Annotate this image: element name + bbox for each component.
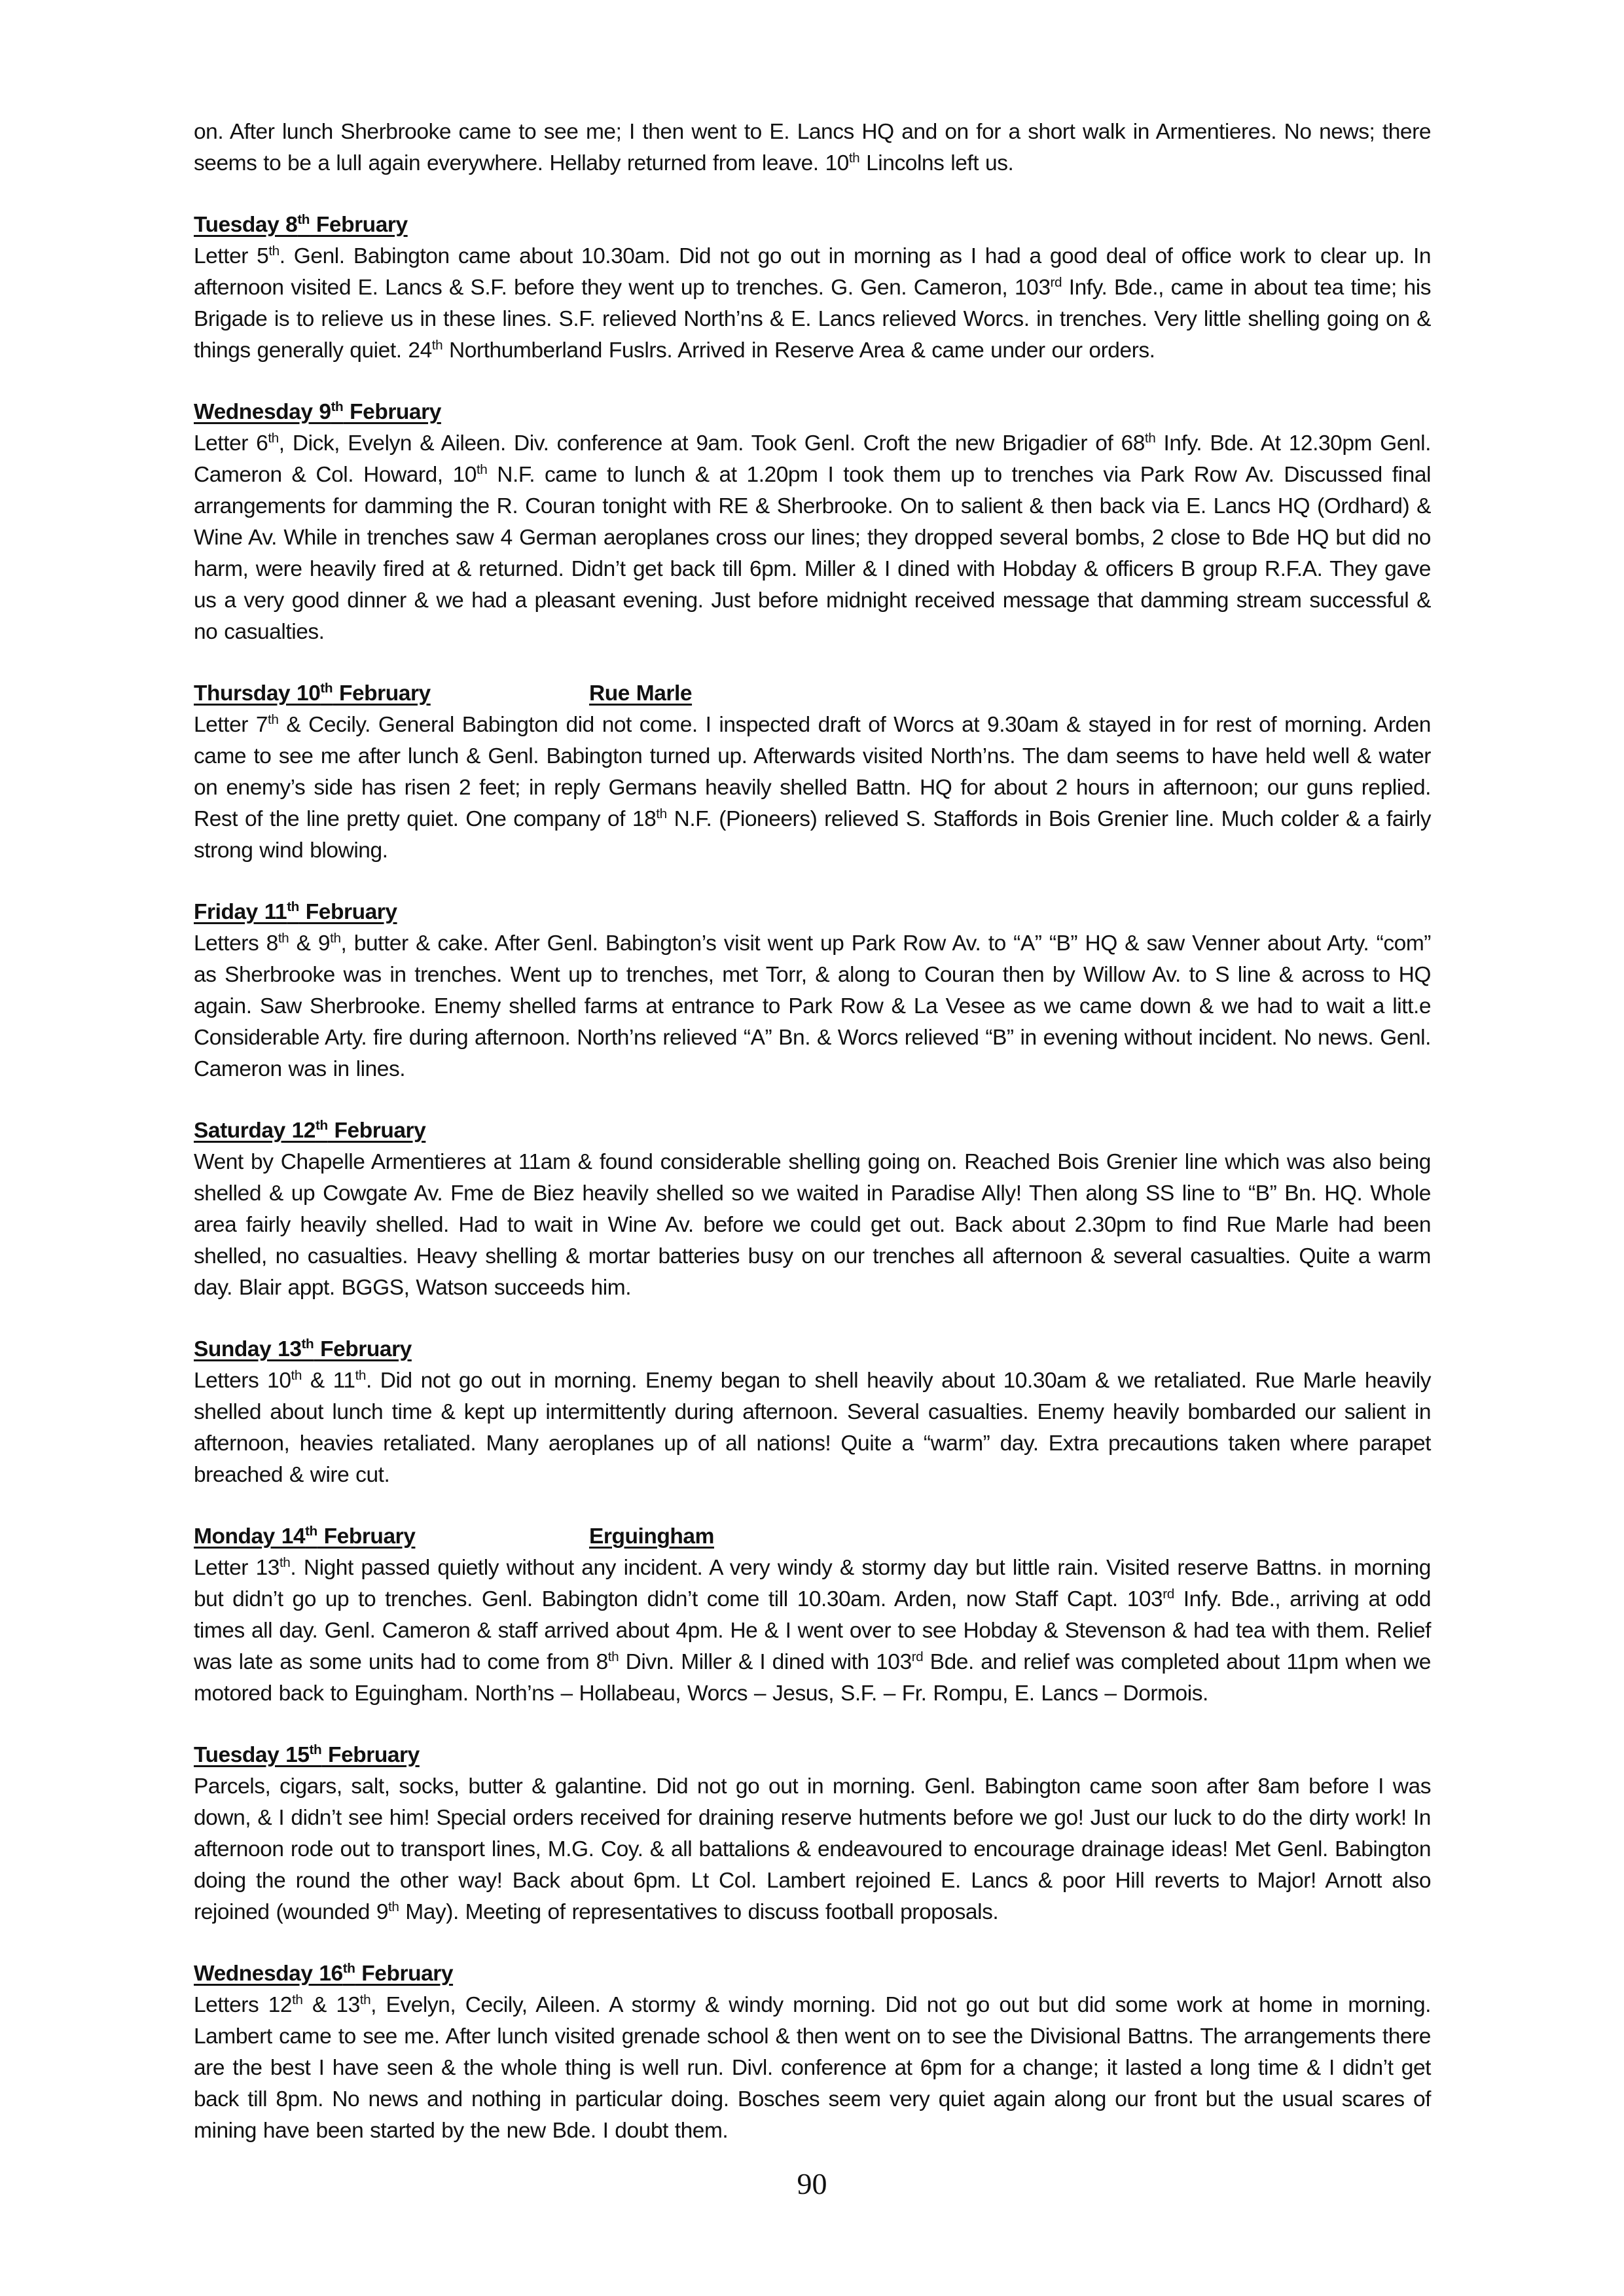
diary-entry: [194, 1521, 1431, 1710]
diary-entry: [194, 209, 1431, 367]
entry-location: Erguingham: [589, 1524, 714, 1549]
entry-location: Rue Marle: [589, 681, 693, 706]
entry-heading: [194, 1958, 1431, 1990]
entry-heading: [194, 1115, 1431, 1147]
diary-entry: [194, 117, 1431, 179]
entry-body: Letters 8th & 9th, butter & cake. After Genl. Babington’s visit went up Park Row Av. to “A” “B” HQ & saw Venner about Arty. “com” as Sherbrooke was in trenches. Went up to trenches, met Torr, & along to Couran then by Willow Av. to S line & across to HQ again. Saw Sherbrooke. Enemy shelled farms at entrance to Park Row & La Vesee as we came down & we had to wait a litt.e Considerable Arty. fire during afternoon. North’ns relieved “A” Bn. & Worcs relieved “B” in evening without incident. No news. Genl. Cameron was in lines.: [194, 930, 1431, 1081]
entry-heading: [194, 1334, 1431, 1365]
entry-date: Tuesday 8th February: [194, 211, 408, 237]
entry-body: Letter 7th & Cecily. General Babington did not come. I inspected draft of Worcs at 9.30am & stayed in for rest of morning. Arden came to see me after lunch & Genl. Babington turned up. Afterwards visited North’ns. The dam seems to have held well & water on enemy’s side has risen 2 feet; in reply Germans heavily shelled Battn. HQ for about 2 hours in afternoon; our guns replied. Rest of the line pretty quiet. One company of 18th N.F. (Pioneers) relieved S. Staffords in Bois Grenier line. Much colder & a fairly strong wind blowing.: [194, 711, 1432, 863]
page-number: 90: [797, 2167, 827, 2200]
diary-entry: [194, 1115, 1431, 1304]
entry-date: Sunday 13th February: [194, 1336, 412, 1361]
entry-body: Letter 6th, Dick, Evelyn & Aileen. Div. conference at 9am. Took Genl. Croft the new Brigadier of 68th Infy. Bde. At 12.30pm Genl. Cameron & Col. Howard, 10th N.F. came to lunch & at 1.20pm I took them up to trenches via Park Row Av. Discussed final arrangements for damming the R. Couran tonight with RE & Sherbrooke. On to salient & then back via E. Lancs HQ (Ordhard) & Wine Av. While in trenches saw 4 German aeroplanes cross our lines; they dropped several bombs, 2 close to Bde HQ but did no harm, were heavily fired at & returned. Didn’t get back till 6pm. Miller & I dined with Hobday & officers B group R.F.A. They gave us a very good dinner & we had a pleasant evening. Just before midnight received message that damming stream successful & no casualties.: [194, 430, 1431, 644]
entry-date: Saturday 12th February: [194, 1117, 426, 1143]
diary-entry: [194, 678, 1431, 867]
entry-date: Monday 14th February: [194, 1523, 416, 1549]
entry-body: Parcels, cigars, salt, socks, butter & galantine. Did not go out in morning. Genl. Babington came soon after 8am before I was down, & I didn’t see him! Special orders received for draining reserve hutments before we go! Just our luck to do the dirty work! In afternoon rode out to transport lines, M.G. Coy. & all battalions & endeavoured to encourage drainage ideas! Met Genl. Babington doing the round the other way! Back about 6pm. Lt Col. Lambert rejoined E. Lancs & poor Hill reverts to Major! Arnott also rejoined (wounded 9th May). Meeting of representatives to discuss football proposals.: [194, 1774, 1431, 1924]
entry-heading: [194, 1521, 1431, 1552]
entry-date: Wednesday 9th February: [194, 399, 441, 424]
diary-entry: [194, 1334, 1431, 1491]
entry-body: Letter 5th. Genl. Babington came about 10.30am. Did not go out in morning as I had a good deal of office work to clear up. In afternoon visited E. Lancs & S.F. before they went up to trenches. G. Gen. Cameron, 103rd Infy. Bde., came in about tea time; his Brigade is to relieve us in these lines. S.F. relieved North’ns & E. Lancs relieved Worcs. in trenches. Very little shelling going on & things generally quiet. 24th Northumberland Fuslrs. Arrived in Reserve Area & came under our orders.: [194, 243, 1431, 363]
entry-body: on. After lunch Sherbrooke came to see me; I then went to E. Lancs HQ and on for a short walk in Armentieres. No news; there seems to be a lull again everywhere. Hellaby returned from leave. 10th Lincolns left us.: [194, 120, 1431, 175]
entry-heading: [194, 678, 1431, 709]
entry-heading: [194, 209, 1431, 241]
diary-entry: [194, 897, 1431, 1085]
entry-body: Letter 13th. Night passed quietly without any incident. A very windy & stormy day but little rain. Visited reserve Battns. in morning but didn’t go up to trenches. Genl. Babington didn’t come till 10.30am. Arden, now Staff Capt. 103rd Infy. Bde., arriving at odd times all day. Genl. Cameron & staff arrived about 4pm. He & I went over to see Hobday & Stevenson & had tea with them. Relief was late as some units had to come from 8th Divn. Miller & I dined with 103rd Bde. and relief was completed about 11pm when we motored back to Eguingham. North’ns – Hollabeau, Worcs – Jesus, S.F. – Fr. Rompu, E. Lancs – Dormois.: [194, 1554, 1431, 1706]
entry-body: Letters 10th & 11th. Did not go out in morning. Enemy began to shell heavily about 10.30am & we retaliated. Rue Marle heavily shelled about lunch time & kept up intermittently during afternoon. Several casualties. Enemy heavily bombarded our salient in afternoon, heavies retaliated. Many aeroplanes up of all nations! Quite a “warm” day. Extra precautions taken where parapet breached & wire cut.: [194, 1367, 1432, 1487]
diary-entry: [194, 1740, 1431, 1928]
diary-page: [194, 117, 1431, 2177]
entry-heading: [194, 897, 1431, 928]
entry-body: Letters 12th & 13th, Evelyn, Cecily, Aileen. A stormy & windy morning. Did not go out but did some work at home in morning. Lambert came to see me. After lunch visited grenade school & then went on to see the Divisional Battns. The arrangements there are the best I have seen & the whole thing is well run. Divl. conference at 6pm for a change; it lasted a long time & I didn’t get back till 8pm. No news and nothing in particular doing. Bosches seem very quiet again along our front but the usual scares of mining have been started by the new Bde. I doubt them.: [194, 1992, 1431, 2143]
diary-entry: [194, 397, 1431, 648]
entry-heading: [194, 397, 1431, 428]
entry-body: Went by Chapelle Armentieres at 11am & found considerable shelling going on. Reached Bois Grenier line which was also being shelled & up Cowgate Av. Fme de Biez heavily shelled so we waited in Paradise Ally! Then along SS line to “B” Bn. HQ. Whole area fairly heavily shelled. Had to wait in Wine Av. before we could get out. Back about 2.30pm to find Rue Marle had been shelled, no casualties. Heavy shelling & mortar batteries busy on our trenches all afternoon & several casualties. Quite a warm day. Blair appt. BGGS, Watson succeeds him.: [194, 1150, 1431, 1300]
entry-heading: [194, 1740, 1431, 1771]
entry-date: Thursday 10th February: [194, 680, 431, 706]
entry-date: Wednesday 16th February: [194, 1960, 454, 1986]
entry-date: Friday 11th February: [194, 899, 397, 924]
diary-entry: [194, 1958, 1431, 2147]
entry-date: Tuesday 15th February: [194, 1742, 420, 1767]
